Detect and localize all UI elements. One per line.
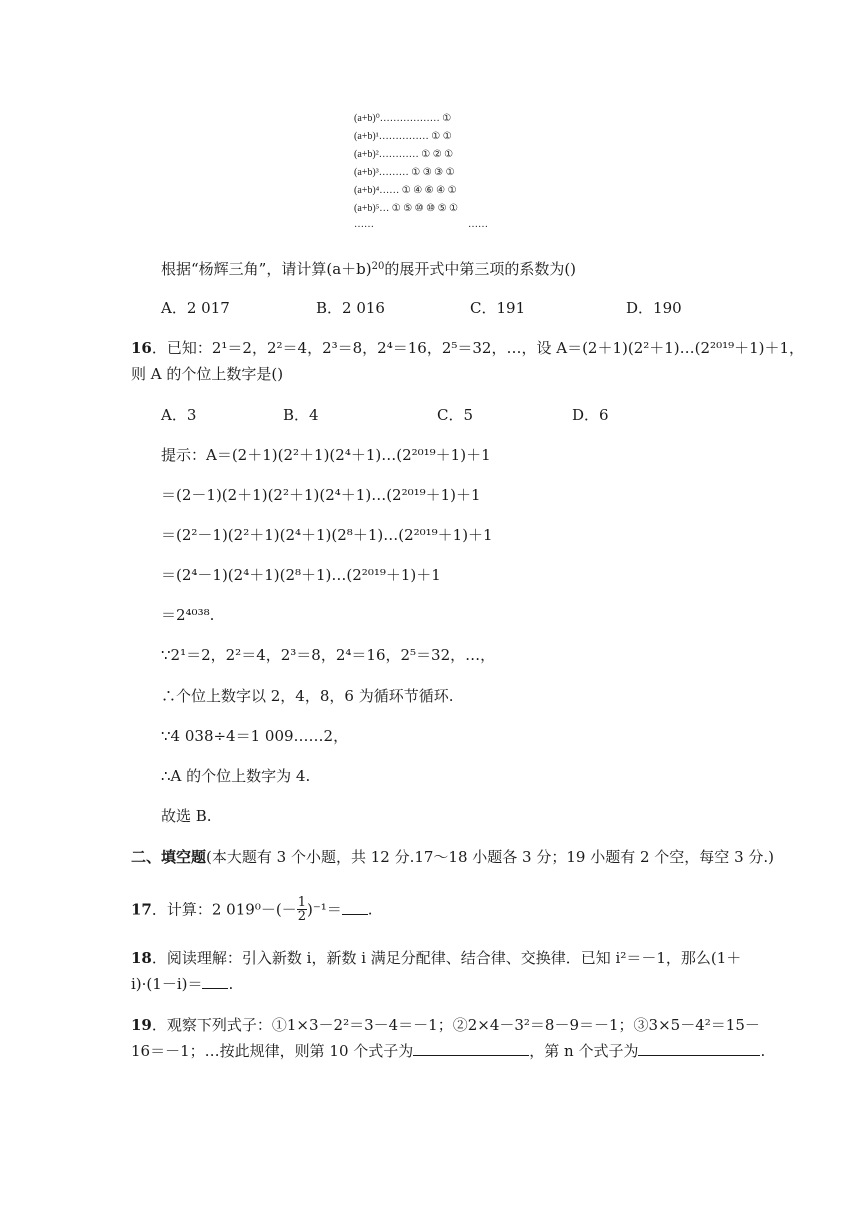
triangle-row-4: (a+b)⁴…… ① ④ ⑥ ④ ① (354, 185, 457, 196)
q15-option-c: C．191 (470, 299, 526, 317)
q19-line-1: 19．观察下列式子：①1×3－2²＝3－4＝－1；②2×4－3²＝8－9＝－1；③3×5－4²＝15－ (131, 1016, 760, 1034)
q16-option-c: C．5 (437, 406, 474, 424)
section-2-title: 二、填空题 (131, 848, 207, 866)
q19-number: 19 (131, 1016, 152, 1034)
hint-line-8: ∵4 038÷4＝1 009……2， (161, 727, 349, 745)
q16-option-b: B．4 (283, 406, 319, 424)
hint-line-2: ＝(2－1)(2＋1)(2²＋1)(2⁴＋1)…(2²⁰¹⁹＋1)＋1 (161, 486, 481, 504)
q16-line-1: 16．已知：2¹＝2，2²＝4，2³＝8，2⁴＝16，2⁵＝32，…，设 A＝(2＋1)(2²＋1)…(2²⁰¹⁹＋1)＋1， (131, 339, 805, 357)
triangle-row-0: (a+b)⁰……………… ① (354, 113, 452, 124)
q17: 17．计算：2 019⁰－(－ $\frac{1}{2}$ )⁻¹＝ . (131, 895, 373, 924)
hint-line-7: ∴个位上数字以 2，4，8，6 为循环节循环. (161, 687, 454, 705)
section-2-note: (本大题有 3 个小题，共 12 分.17～18 小题各 3 分；19 小题有 2 个空，每空 3 分.) (206, 848, 774, 866)
hint-line-6: ∵2¹＝2，2²＝4，2³＝8，2⁴＝16，2⁵＝32，…， (161, 646, 496, 664)
hint-line-9: ∴A 的个位上数字为 4. (161, 767, 311, 785)
q17-number: 17 (131, 900, 152, 919)
hint-line-1: 提示：A＝(2＋1)(2²＋1)(2⁴＋1)…(2²⁰¹⁹＋1)＋1 (161, 446, 491, 464)
triangle-dots-right: …… (468, 219, 488, 230)
q15-option-b: B．2 016 (316, 299, 385, 317)
hint-line-10: 故选 B. (161, 807, 212, 825)
section-2-header (131, 847, 774, 867)
q18-line-1: 18．阅读理解：引入新数 i，新数 i 满足分配律、结合律、交换律．已知 i²＝－1，那么(1＋ (131, 949, 742, 967)
triangle-row-3: (a+b)³……… ① ③ ③ ① (354, 167, 455, 178)
q15-stem: 根据“杨辉三角”，请计算$(a+b)^{20}$的展开式中第三项的系数为() (161, 260, 577, 278)
q15-option-a: A．2 017 (161, 299, 230, 317)
q17-fraction: $\frac{1}{2}$ (297, 895, 306, 924)
q17-answer-blank[interactable] (342, 900, 368, 915)
q16-line-2: 则 A 的个位上数字是() (131, 365, 284, 383)
triangle-row-1: (a+b)¹…………… ① ① (354, 131, 452, 142)
triangle-row-2: (a+b)²………… ① ② ① (354, 149, 454, 160)
q19-answer-blank-2[interactable] (638, 1041, 760, 1056)
hint-line-5: ＝2⁴⁰³⁸. (161, 606, 215, 624)
triangle-dots-left: …… (354, 219, 374, 230)
q18-number: 18 (131, 949, 152, 967)
q16-option-a: A．3 (161, 406, 197, 424)
q16-option-d: D．6 (572, 406, 609, 424)
hint-line-3: ＝(2²－1)(2²＋1)(2⁴＋1)(2⁸＋1)…(2²⁰¹⁹＋1)＋1 (161, 526, 493, 544)
q19-line-2: 16＝－1；…按此规律，则第 10 个式子为 ，第 n 个式子为 . (131, 1042, 766, 1060)
triangle-row-5: (a+b)⁵… ① ⑤ ⑩ ⑩ ⑤ ① (354, 203, 459, 214)
q16-number: 16 (131, 339, 152, 357)
q15-option-d: D．190 (626, 299, 682, 317)
hint-line-4: ＝(2⁴－1)(2⁴＋1)(2⁸＋1)…(2²⁰¹⁹＋1)＋1 (161, 566, 441, 584)
q18-line-2: i)·(1－i)＝ . (131, 975, 234, 993)
q19-answer-blank-1[interactable] (413, 1041, 529, 1056)
q18-answer-blank[interactable] (202, 974, 228, 989)
